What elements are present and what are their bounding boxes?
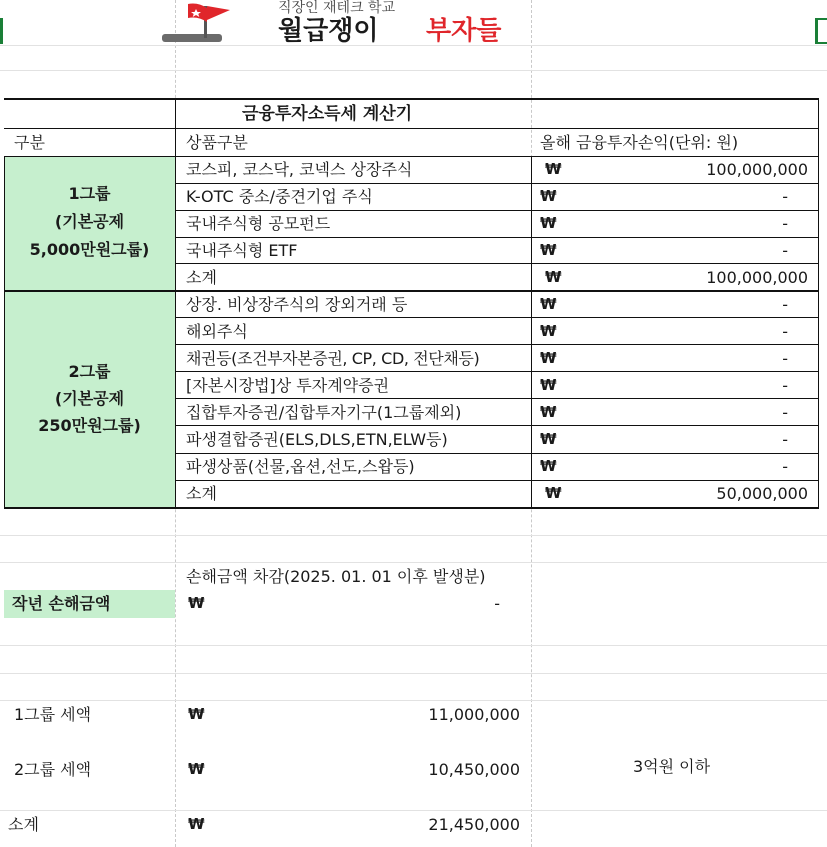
- flag-icon: [160, 0, 230, 46]
- logo-name-red: 부자들: [426, 16, 502, 46]
- table-row-value[interactable]: -: [782, 322, 788, 341]
- group1-name: 1그룹: [68, 184, 111, 203]
- logo-subtitle: 직장인 재테크 학교: [278, 0, 396, 16]
- table-row-value[interactable]: -: [782, 457, 788, 476]
- group1-tax-value[interactable]: 11,000,000: [428, 705, 520, 724]
- table-row-value[interactable]: -: [782, 214, 788, 233]
- tax-bracket-note: 3억원 이하: [633, 757, 711, 776]
- won-symbol: ₩: [540, 214, 557, 232]
- group1-tax-label: 1그룹 세액: [14, 705, 92, 724]
- table-row-label: K-OTC 중소/중견기업 주식: [186, 187, 373, 206]
- row-gridline: [0, 562, 827, 563]
- loss-value[interactable]: -: [494, 594, 500, 613]
- table-row-value[interactable]: -: [782, 349, 788, 368]
- won-symbol: ₩: [188, 760, 205, 778]
- table-row-value[interactable]: -: [782, 376, 788, 395]
- selection-edge-right: [815, 18, 818, 44]
- tax-subtotal-value[interactable]: 21,450,000: [428, 815, 520, 834]
- subtotal-value[interactable]: 50,000,000: [716, 484, 808, 503]
- selection-edge-left: [0, 18, 3, 44]
- row-gridline: [0, 673, 827, 674]
- logo: [160, 0, 550, 46]
- group2-tax-label: 2그룹 세액: [14, 760, 92, 779]
- subtotal-value[interactable]: 100,000,000: [706, 268, 808, 287]
- table-row-value[interactable]: 100,000,000: [706, 160, 808, 179]
- logo-name-black: 월급쟁이: [278, 16, 379, 46]
- header-amount: 올해 금융투자손익(단위: 원): [540, 133, 739, 152]
- table-row-label: 집합투자증권/집합투자기구(1그룹제외): [186, 403, 462, 422]
- group2-name: 2그룹: [68, 362, 111, 381]
- row-gridline: [0, 700, 827, 701]
- group2-deduction-amount: 250만원그룹): [38, 416, 141, 435]
- table-row-label: 해외주식: [186, 322, 248, 341]
- table-row-label: [자본시장법]상 투자계약증권: [186, 376, 390, 395]
- subtotal-label: 소계: [186, 268, 217, 287]
- row-gridline: [0, 535, 827, 536]
- won-symbol: ₩: [540, 403, 557, 421]
- calculator-title: 금융투자소득세 계산기: [242, 104, 413, 124]
- won-symbol: ₩: [540, 322, 557, 340]
- loss-label: 작년 손해금액: [12, 594, 111, 613]
- won-symbol: ₩: [540, 295, 557, 313]
- header-product: 상품구분: [186, 133, 248, 152]
- won-symbol: ₩: [188, 815, 205, 833]
- table-row-label: 국내주식형 ETF: [186, 241, 298, 260]
- table-row-label: 파생결합증권(ELS,DLS,ETN,ELW등): [186, 430, 448, 449]
- header-category: 구분: [14, 133, 45, 152]
- won-symbol: ₩: [545, 484, 562, 502]
- table-row-value[interactable]: -: [782, 241, 788, 260]
- subtotal-label: 소계: [186, 484, 217, 503]
- table-row-label: 채권등(조건부자본증권, CP, CD, 전단채등): [186, 349, 480, 368]
- row-gridline: [0, 645, 827, 646]
- group1-deduction-amount: 5,000만원그룹): [29, 240, 150, 259]
- table-row-value[interactable]: -: [782, 187, 788, 206]
- selection-edge-right-bottom: [815, 42, 827, 44]
- won-symbol: ₩: [540, 187, 557, 205]
- table-row-value[interactable]: -: [782, 430, 788, 449]
- selection-edge-right-top: [815, 18, 827, 20]
- table-row-label: 상장. 비상장주식의 장외거래 등: [186, 295, 408, 314]
- table-row-value[interactable]: -: [782, 295, 788, 314]
- group1-deduction: (기본공제: [54, 212, 125, 231]
- table-row-value[interactable]: -: [782, 403, 788, 422]
- won-symbol: ₩: [188, 705, 205, 723]
- row-gridline: [0, 810, 827, 811]
- won-symbol: ₩: [188, 594, 205, 612]
- tax-subtotal-label: 소계: [8, 815, 39, 834]
- loss-note: 손해금액 차감(2025. 01. 01 이후 발생분): [186, 567, 486, 586]
- won-symbol: ₩: [545, 160, 562, 178]
- table-row-label: 국내주식형 공모펀드: [186, 214, 331, 233]
- table-row-label: 파생상품(선물,옵션,선도,스왑등): [186, 457, 415, 476]
- table-row-label: 코스피, 코스닥, 코넥스 상장주식: [186, 160, 413, 179]
- won-symbol: ₩: [540, 430, 557, 448]
- won-symbol: ₩: [540, 349, 557, 367]
- won-symbol: ₩: [545, 268, 562, 286]
- group2-tax-value[interactable]: 10,450,000: [428, 760, 520, 779]
- group2-deduction: (기본공제: [54, 389, 125, 408]
- row-gridline: [0, 70, 827, 71]
- won-symbol: ₩: [540, 241, 557, 259]
- won-symbol: ₩: [540, 457, 557, 475]
- won-symbol: ₩: [540, 376, 557, 394]
